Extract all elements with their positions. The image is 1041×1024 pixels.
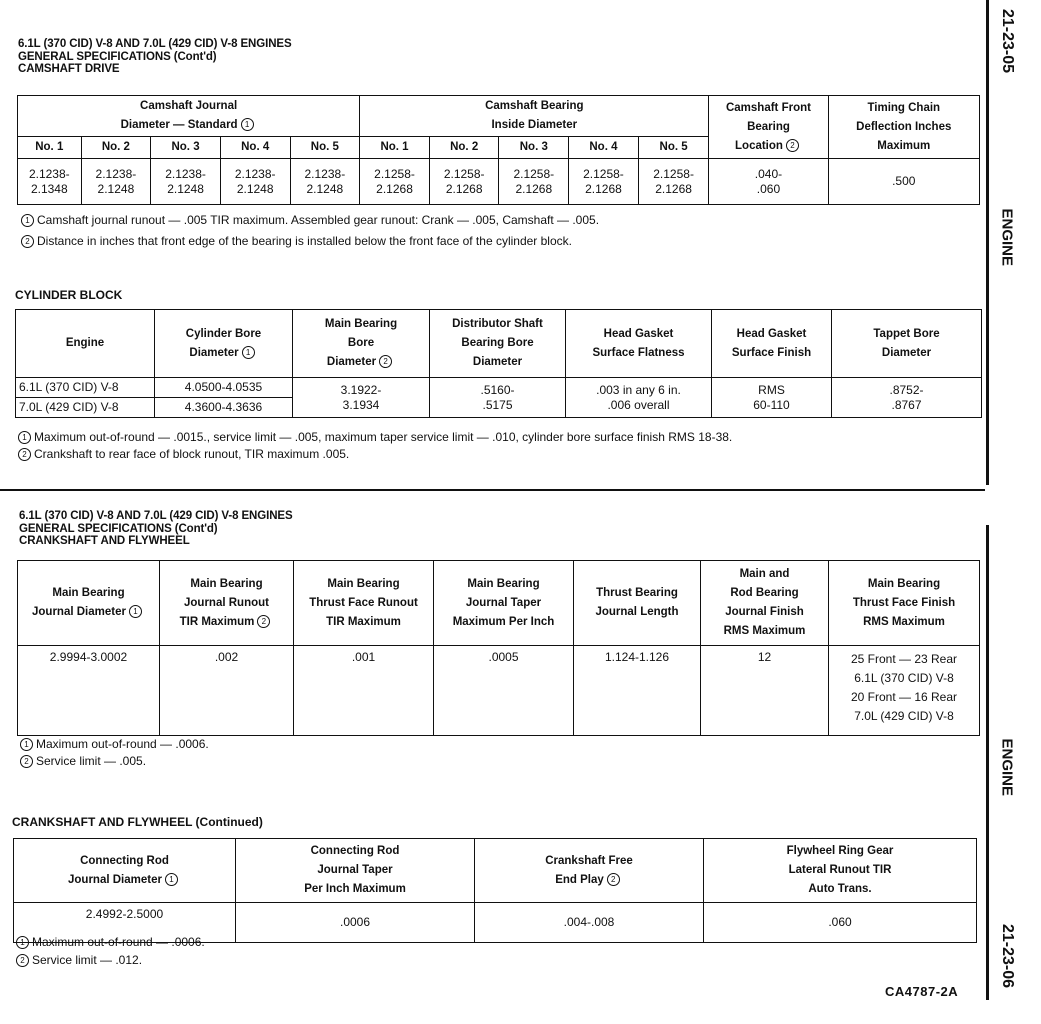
footnote-2-mark: 2 [21, 235, 34, 248]
rod-journal-taper-header: Connecting Rod Journal Taper Per Inch Maximum [236, 839, 475, 903]
cylinder-note-1: 1 Maximum out-of-round — .0015., service limit — .005, maximum taper service limit — .010, cylinder bore surface finish RMS 18-38. [15, 429, 732, 445]
journal-runout-header: Main Bearing Journal Runout TIR Maximum 2 [160, 561, 294, 646]
top-engine-title: 6.1L (370 CID) V-8 AND 7.0L (429 CID) V-8 ENGINES [18, 38, 292, 50]
thrust-face-runout-value: .001 [294, 646, 434, 736]
journal-taper-value: .0005 [434, 646, 574, 736]
cylinder-note-2: 2 Crankshaft to rear face of block runout, TIR maximum .005. [15, 446, 349, 462]
crankshaft-flywheel-title: CRANKSHAFT AND FLYWHEEL [19, 535, 190, 547]
page-number-top: 21-23-05 [999, 9, 1016, 74]
tappet-bore-header: Tappet Bore Diameter [832, 310, 982, 378]
bore-row-2: 4.3600-4.3636 [155, 398, 293, 418]
main-journal-diameter-value: 2.9994-3.0002 [18, 646, 160, 736]
subhead-journal-no1: No. 1 [18, 137, 82, 159]
right-margin-rule-bottom [986, 525, 989, 1000]
crankshaft-table [17, 560, 980, 736]
journal-taper-header: Main Bearing Journal Taper Maximum Per Inch [434, 561, 574, 646]
footnote-2-mark: 2 [786, 139, 799, 152]
journal-no2-value: 2.1238- 2.1248 [81, 159, 151, 205]
bearing-no5-value: 2.1258- 2.1268 [638, 159, 709, 205]
footnote-1-mark: 1 [18, 431, 31, 444]
subhead-bearing-no3: No. 3 [499, 137, 569, 159]
subhead-journal-no2: No. 2 [81, 137, 151, 159]
camshaft-note-2: 2 Distance in inches that front edge of the bearing is installed below the front face of the cylinder block. [18, 233, 572, 249]
flywheel-runout-header: Flywheel Ring Gear Lateral Runout TIR Auto Trans. [704, 839, 977, 903]
crankshaft-note-1: 1 Maximum out-of-round — .0006. [17, 736, 209, 752]
timing-chain-header: Timing Chain Deflection Inches Maximum [828, 96, 979, 159]
footnote-2-mark: 2 [379, 355, 392, 368]
footer-code: CA4787-2A [885, 984, 959, 999]
distributor-shaft-header: Distributor Shaft Bearing Bore Diameter [430, 310, 566, 378]
rod-journal-diameter-header: Connecting Rod Journal Diameter 1 [14, 839, 236, 903]
page-divider [0, 489, 985, 491]
distributor-shaft-value: .5160- .5175 [430, 378, 566, 418]
timing-chain-value: .500 [828, 159, 979, 205]
journal-finish-header: Main and Rod Bearing Journal Finish RMS Maximum [701, 561, 829, 646]
subhead-bearing-no4: No. 4 [569, 137, 639, 159]
cylinder-block-title: CYLINDER BLOCK [15, 288, 123, 302]
footnote-1-mark: 1 [242, 346, 255, 359]
footnote-2-mark: 2 [257, 615, 270, 628]
main-bearing-bore-header: Main Bearing Bore Diameter 2 [293, 310, 430, 378]
right-margin-rule-top [986, 0, 989, 485]
footnote-2-mark: 2 [16, 954, 29, 967]
camshaft-front-header: Camshaft Front Bearing Location 2 [709, 96, 828, 159]
continued-note-1: 1 Maximum out-of-round — .0006. [13, 934, 205, 950]
crankshaft-end-play-value: .004-.008 [475, 903, 704, 943]
journal-no1-value: 2.1238- 2.1348 [18, 159, 82, 205]
footnote-2-mark: 2 [20, 755, 33, 768]
tappet-bore-value: .8752- .8767 [832, 378, 982, 418]
thrust-face-finish-value: 25 Front — 23 Rear 6.1L (370 CID) V-8 20 Front — 16 Rear 7.0L (429 CID) V-8 [829, 646, 980, 736]
footnote-1-mark: 1 [20, 738, 33, 751]
crankshaft-note-2: 2 Service limit — .005. [17, 753, 146, 769]
engine-side-label-top: ENGINE [998, 208, 1016, 267]
footnote-1-mark: 1 [21, 214, 34, 227]
bearing-no4-value: 2.1258- 2.1268 [569, 159, 639, 205]
camshaft-note-1: 1 Camshaft journal runout — .005 TIR maximum. Assembled gear runout: Crank — .005, Camshaft — .005. [18, 212, 599, 228]
head-gasket-finish-header: Head Gasket Surface Finish [712, 310, 832, 378]
camshaft-drive-table [17, 95, 980, 205]
engine-row-1: 6.1L (370 CID) V-8 [16, 378, 155, 398]
footnote-2-mark: 2 [18, 448, 31, 461]
subhead-bearing-no5: No. 5 [638, 137, 709, 159]
top-spec-title: GENERAL SPECIFICATIONS (Cont'd) [18, 50, 217, 63]
bearing-no2-value: 2.1258- 2.1268 [429, 159, 499, 205]
journal-no3-value: 2.1238- 2.1248 [151, 159, 221, 205]
subhead-bearing-no2: No. 2 [429, 137, 499, 159]
engine-row-2: 7.0L (429 CID) V-8 [16, 398, 155, 418]
flywheel-runout-value: .060 [704, 903, 977, 943]
bottom-section-header [19, 510, 293, 548]
continued-note-2: 2 Service limit — .012. [13, 952, 142, 968]
subhead-journal-no5: No. 5 [290, 137, 360, 159]
cylinder-bore-header: Cylinder Bore Diameter 1 [155, 310, 293, 378]
crankshaft-continued-title: CRANKSHAFT AND FLYWHEEL (Continued) [12, 815, 263, 829]
thrust-bearing-length-header: Thrust Bearing Journal Length [574, 561, 701, 646]
crankshaft-continued-table [13, 838, 977, 943]
bearing-no3-value: 2.1258- 2.1268 [499, 159, 569, 205]
page-number-bottom: 21-23-06 [999, 924, 1016, 989]
journal-finish-value: 12 [701, 646, 829, 736]
camshaft-drive-title: CAMSHAFT DRIVE [18, 63, 120, 75]
bearing-no1-value: 2.1258- 2.1268 [360, 159, 430, 205]
cylinder-block-table [15, 309, 982, 418]
thrust-face-runout-header: Main Bearing Thrust Face Runout TIR Maximum [294, 561, 434, 646]
front-bearing-location-value: .040- .060 [709, 159, 828, 205]
head-gasket-flatness-header: Head Gasket Surface Flatness [566, 310, 712, 378]
subhead-bearing-no1: No. 1 [360, 137, 430, 159]
footnote-1-mark: 1 [241, 118, 254, 131]
head-gasket-flatness-value: .003 in any 6 in. .006 overall [566, 378, 712, 418]
top-section-header [18, 38, 292, 76]
footnote-1-mark: 1 [16, 936, 29, 949]
bore-row-1: 4.0500-4.0535 [155, 378, 293, 398]
journal-no4-value: 2.1238- 2.1248 [220, 159, 290, 205]
main-journal-diameter-header: Main Bearing Journal Diameter 1 [18, 561, 160, 646]
head-gasket-finish-value: RMS 60-110 [712, 378, 832, 418]
subhead-journal-no4: No. 4 [220, 137, 290, 159]
thrust-bearing-length-value: 1.124-1.126 [574, 646, 701, 736]
crankshaft-end-play-header: Crankshaft Free End Play 2 [475, 839, 704, 903]
footnote-2-mark: 2 [607, 873, 620, 886]
camshaft-journal-header: Camshaft Journal Diameter — Standard 1 [18, 96, 360, 137]
bottom-spec-title: GENERAL SPECIFICATIONS (Cont'd) [19, 522, 218, 535]
footnote-1-mark: 1 [165, 873, 178, 886]
engine-header: Engine [16, 310, 155, 378]
thrust-face-finish-header: Main Bearing Thrust Face Finish RMS Maximum [829, 561, 980, 646]
footnote-1-mark: 1 [129, 605, 142, 618]
bottom-engine-title: 6.1L (370 CID) V-8 AND 7.0L (429 CID) V-8 ENGINES [19, 510, 293, 522]
rod-journal-taper-value: .0006 [236, 903, 475, 943]
journal-runout-value: .002 [160, 646, 294, 736]
rod-journal-diameter-value: 2.4992-2.5000 [14, 903, 236, 943]
subhead-journal-no3: No. 3 [151, 137, 221, 159]
journal-no5-value: 2.1238- 2.1248 [290, 159, 360, 205]
camshaft-bearing-header: Camshaft Bearing Inside Diameter [360, 96, 709, 137]
main-bearing-bore-value: 3.1922- 3.1934 [293, 378, 430, 418]
engine-side-label-bottom: ENGINE [998, 738, 1016, 797]
